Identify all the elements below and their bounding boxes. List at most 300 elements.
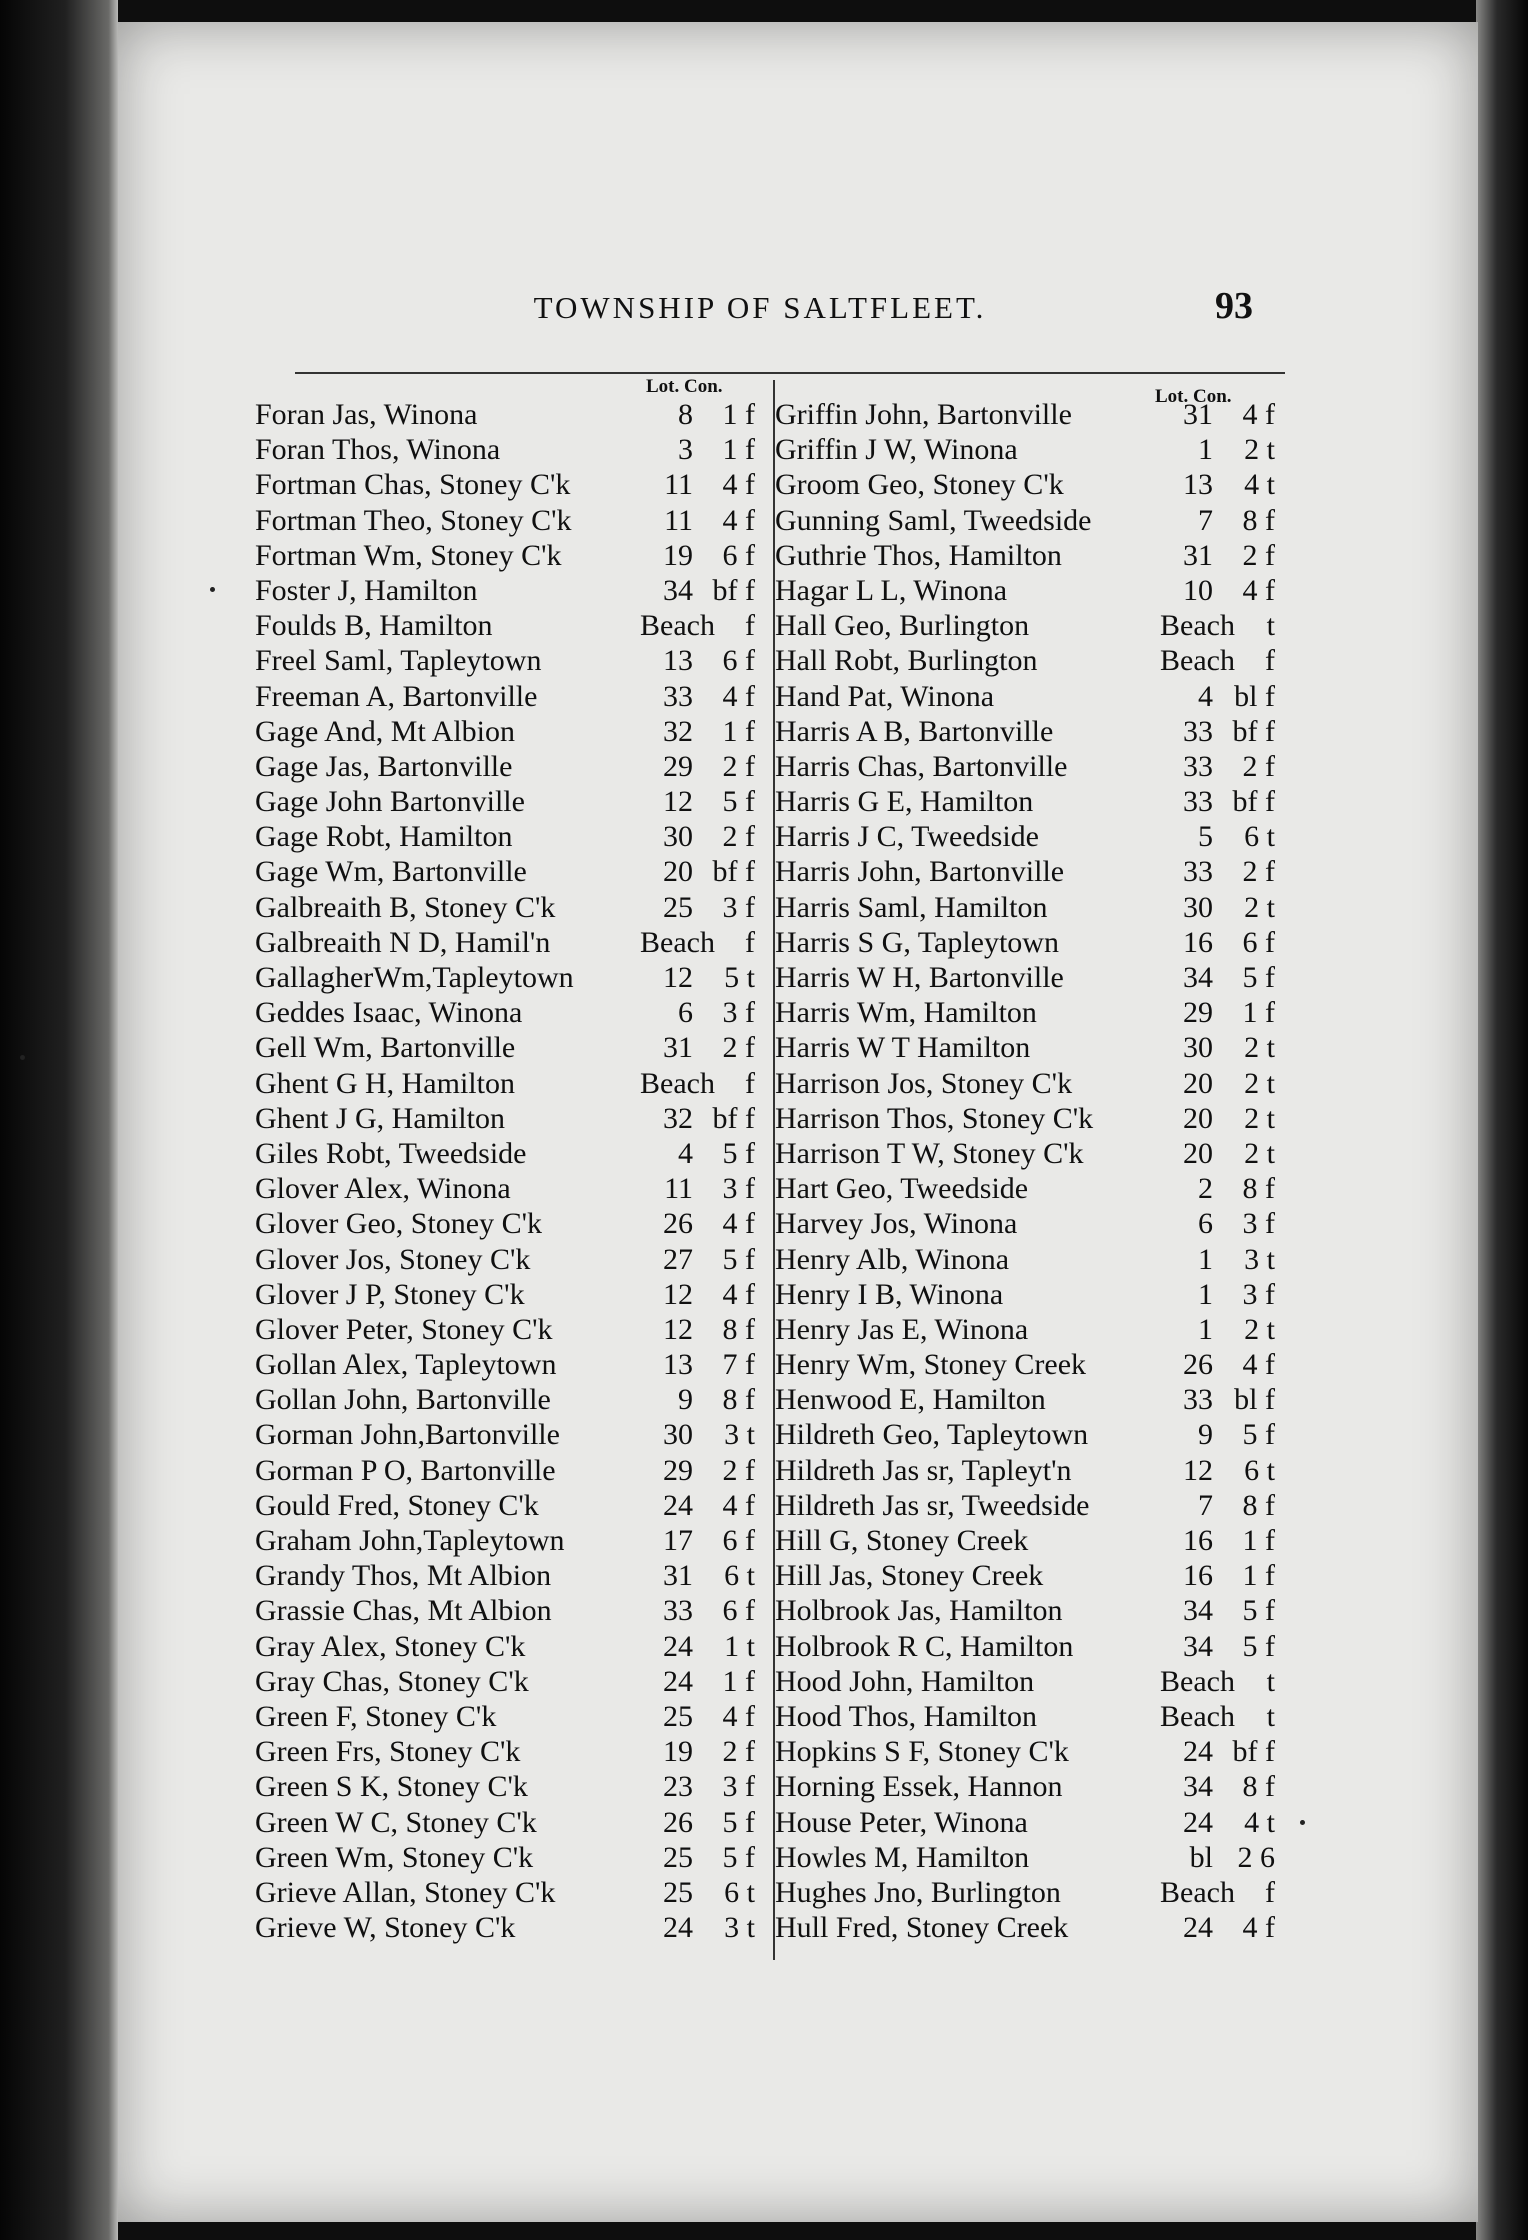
lot-number: 34 — [1183, 1770, 1213, 1804]
resident-name: Hildreth Jas sr, Tapleyt'n — [775, 1453, 1072, 1487]
lot-number: 33 — [663, 679, 693, 713]
resident-name: Grieve W, Stoney C'k — [255, 1911, 516, 1945]
lot-number: 11 — [664, 468, 693, 502]
resident-name: Galbreaith B, Stoney C'k — [255, 890, 556, 924]
lot-number: 34 — [663, 573, 693, 607]
resident-name: Harris Wm, Hamilton — [775, 996, 1037, 1030]
concession: 2 f — [1242, 749, 1275, 783]
concession: 2 f — [722, 820, 755, 854]
lot-number: 20 — [1183, 1066, 1213, 1100]
lot-number: 30 — [1183, 890, 1213, 924]
lot-number: 32 — [663, 714, 693, 748]
directory-entry — [255, 609, 755, 644]
lot-number: 25 — [663, 1840, 693, 1874]
directory-entry — [255, 1559, 755, 1594]
resident-name: Horning Essek, Hannon — [775, 1770, 1063, 1804]
lot-number: 12 — [663, 961, 693, 994]
directory-entry — [255, 398, 755, 433]
lot-number: 1 — [1198, 1242, 1213, 1276]
lot-number: Beach — [1160, 1875, 1235, 1909]
resident-name: Henry Alb, Winona — [775, 1242, 1010, 1276]
resident-name: Guthrie Thos, Hamilton — [775, 538, 1062, 572]
concession: 8 f — [1242, 1770, 1275, 1804]
lot-number: 8 — [678, 398, 693, 431]
directory-entry — [255, 996, 755, 1031]
directory-entry — [255, 1841, 755, 1876]
concession: 2 6 — [1237, 1840, 1275, 1874]
directory-entry — [775, 1841, 1275, 1876]
page-edge-shadow — [1476, 0, 1528, 2240]
concession: 2 f — [722, 749, 755, 783]
resident-name: Green Wm, Stoney C'k — [255, 1840, 534, 1874]
concession: 3 t — [724, 1911, 755, 1945]
directory-entry — [775, 996, 1275, 1031]
resident-name: Hood Thos, Hamilton — [775, 1699, 1037, 1733]
lot-number: 11 — [664, 1172, 693, 1206]
concession: 4 f — [722, 1699, 755, 1733]
lot-number: 23 — [663, 1770, 693, 1804]
lot-number: 33 — [1183, 855, 1213, 889]
resident-name: Hagar L L, Winona — [775, 573, 1008, 607]
resident-name: Holbrook R C, Hamilton — [775, 1629, 1074, 1663]
resident-name: Hopkins S F, Stoney C'k — [775, 1735, 1069, 1769]
concession: bf f — [1232, 785, 1275, 819]
resident-name: Foster J, Hamilton — [255, 573, 478, 607]
concession: 1 t — [724, 1629, 755, 1663]
concession: bl f — [1234, 1383, 1275, 1417]
directory-entry — [775, 715, 1275, 750]
resident-name: Foran Thos, Winona — [255, 433, 501, 467]
resident-name: Gage And, Mt Albion — [255, 714, 515, 748]
resident-name: Harris Chas, Bartonville — [775, 749, 1068, 783]
running-head: TOWNSHIP OF SALTFLEET. — [533, 290, 987, 325]
directory-entry — [775, 1418, 1275, 1453]
directory-entry — [775, 1735, 1275, 1770]
lot-number: 1 — [1198, 1277, 1213, 1311]
resident-name: Harris John, Bartonville — [775, 855, 1065, 889]
lot-number: 31 — [663, 1559, 693, 1593]
concession: f — [745, 609, 755, 643]
lot-number: 16 — [1183, 1559, 1213, 1593]
lot-number: 31 — [663, 1031, 693, 1065]
concession: 6 f — [722, 1524, 755, 1557]
directory-entry — [775, 398, 1275, 433]
lot-number: 30 — [1183, 1031, 1213, 1065]
resident-name: Harris W T Hamilton — [775, 1031, 1031, 1065]
lot-number: 26 — [1183, 1348, 1213, 1382]
directory-entry — [775, 1243, 1275, 1278]
directory-entry — [775, 1911, 1275, 1946]
directory-entry — [255, 644, 755, 679]
resident-name: Galbreaith N D, Hamil'n — [255, 925, 551, 959]
lot-number: 6 — [678, 996, 693, 1030]
directory-entry — [775, 539, 1275, 574]
concession: 5 f — [1242, 961, 1275, 994]
lot-number: 2 — [1198, 1172, 1213, 1206]
directory-entry — [255, 1489, 755, 1524]
right-column-header: Lot. Con. — [1155, 386, 1232, 407]
concession: 3 t — [1244, 1242, 1275, 1276]
lot-number: Beach — [1160, 1664, 1235, 1698]
ink-speck — [20, 1055, 25, 1060]
resident-name: Harris A B, Bartonville — [775, 714, 1054, 748]
concession: 8 f — [722, 1312, 755, 1346]
resident-name: Hill Jas, Stoney Creek — [775, 1559, 1044, 1593]
resident-name: Griffin John, Bartonville — [775, 398, 1072, 431]
directory-entry — [775, 680, 1275, 715]
directory-entry — [255, 1665, 755, 1700]
lot-number: 26 — [663, 1207, 693, 1241]
directory-entry — [255, 1876, 755, 1911]
lot-number: 24 — [663, 1488, 693, 1522]
directory-entry — [255, 1207, 755, 1242]
directory-entry — [255, 1735, 755, 1770]
concession: 3 f — [1242, 1207, 1275, 1241]
resident-name: Hill G, Stoney Creek — [775, 1524, 1029, 1557]
resident-name: Holbrook Jas, Hamilton — [775, 1594, 1063, 1628]
resident-name: Harvey Jos, Winona — [775, 1207, 1018, 1241]
directory-entry — [255, 433, 755, 468]
directory-entry — [255, 539, 755, 574]
directory-entry — [775, 609, 1275, 644]
concession: bf f — [1232, 1735, 1275, 1769]
lot-number: 29 — [663, 749, 693, 783]
lot-number: Beach — [1160, 609, 1235, 643]
concession: 4 t — [1244, 1805, 1275, 1839]
directory-entry — [255, 1278, 755, 1313]
directory-entry — [775, 1454, 1275, 1489]
lot-number: 34 — [1183, 1629, 1213, 1663]
lot-number: 1 — [1198, 1312, 1213, 1346]
lot-number: 17 — [663, 1524, 693, 1557]
lot-number: 31 — [1183, 398, 1213, 431]
concession: 2 f — [1242, 538, 1275, 572]
lot-number: 20 — [1183, 1136, 1213, 1170]
resident-name: Gage John Bartonville — [255, 785, 525, 819]
concession: 1 f — [1242, 1524, 1275, 1557]
lot-number: 20 — [1183, 1101, 1213, 1135]
lot-number: 12 — [663, 785, 693, 819]
lot-number: 7 — [1198, 503, 1213, 537]
directory-entry — [775, 820, 1275, 855]
directory-entry — [775, 1559, 1275, 1594]
lot-number: 24 — [663, 1629, 693, 1663]
concession: 5 f — [1242, 1594, 1275, 1628]
directory-entry — [775, 1594, 1275, 1629]
directory-entry — [775, 1137, 1275, 1172]
directory-entry — [255, 1243, 755, 1278]
resident-name: Hildreth Geo, Tapleytown — [775, 1418, 1089, 1452]
concession: 5 f — [1242, 1629, 1275, 1663]
directory-entry — [775, 1313, 1275, 1348]
concession: 4 f — [722, 679, 755, 713]
concession: 4 f — [722, 1488, 755, 1522]
ink-speck — [1300, 1820, 1305, 1825]
directory-entry — [775, 1524, 1275, 1559]
directory-entry — [775, 433, 1275, 468]
lot-number: 24 — [1183, 1911, 1213, 1945]
lot-number: 7 — [1198, 1488, 1213, 1522]
directory-entry — [255, 1770, 755, 1805]
resident-name: Gollan Alex, Tapleytown — [255, 1348, 557, 1382]
concession: t — [1266, 1664, 1275, 1698]
directory-entry — [775, 1383, 1275, 1418]
lot-number: Beach — [640, 1066, 715, 1100]
directory-entry — [255, 1348, 755, 1383]
resident-name: Howles M, Hamilton — [775, 1840, 1030, 1874]
resident-name: Fortman Wm, Stoney C'k — [255, 538, 562, 572]
lot-number: 33 — [1183, 1383, 1213, 1417]
concession: 4 f — [722, 503, 755, 537]
directory-entry — [775, 1489, 1275, 1524]
lot-number: 24 — [663, 1911, 693, 1945]
lot-number: 34 — [1183, 1594, 1213, 1628]
concession: 4 t — [1244, 468, 1275, 502]
directory-entry — [255, 680, 755, 715]
directory-entry — [775, 1067, 1275, 1102]
resident-name: Hall Geo, Burlington — [775, 609, 1030, 643]
lot-number: 30 — [663, 820, 693, 854]
lot-number: 4 — [678, 1136, 693, 1170]
concession: t — [1266, 1699, 1275, 1733]
concession: 5 f — [1242, 1418, 1275, 1452]
concession: 2 t — [1244, 1101, 1275, 1135]
lot-number: 12 — [663, 1312, 693, 1346]
directory-entry — [255, 855, 755, 890]
directory-entry — [255, 1911, 755, 1946]
concession: 3 f — [722, 996, 755, 1030]
resident-name: Gage Wm, Bartonville — [255, 855, 527, 889]
lot-number: 30 — [663, 1418, 693, 1452]
concession: 1 f — [1242, 1559, 1275, 1593]
resident-name: Gray Chas, Stoney C'k — [255, 1664, 529, 1698]
directory-entry — [775, 1770, 1275, 1805]
lot-number: Beach — [640, 609, 715, 643]
lot-number: 20 — [663, 855, 693, 889]
resident-name: Hughes Jno, Burlington — [775, 1875, 1061, 1909]
ink-speck — [210, 587, 215, 592]
lot-number: Beach — [1160, 1699, 1235, 1733]
concession: 3 f — [722, 890, 755, 924]
concession: 3 f — [722, 1172, 755, 1206]
concession: 8 f — [1242, 1172, 1275, 1206]
resident-name: Fortman Theo, Stoney C'k — [255, 503, 572, 537]
resident-name: Gage Robt, Hamilton — [255, 820, 513, 854]
concession: 6 f — [722, 1594, 755, 1628]
concession: 4 f — [1242, 573, 1275, 607]
resident-name: Glover J P, Stoney C'k — [255, 1277, 525, 1311]
resident-name: Ghent G H, Hamilton — [255, 1066, 515, 1100]
directory-entry — [255, 1102, 755, 1137]
resident-name: Hildreth Jas sr, Tweedside — [775, 1488, 1090, 1522]
resident-name: Griffin J W, Winona — [775, 433, 1018, 467]
concession: bf f — [712, 1101, 755, 1135]
directory-entry — [775, 644, 1275, 679]
directory-entry — [255, 785, 755, 820]
directory-entry — [775, 1278, 1275, 1313]
lot-number: 33 — [1183, 785, 1213, 819]
directory-entry — [775, 504, 1275, 539]
lot-number: 25 — [663, 890, 693, 924]
concession: 5 f — [722, 785, 755, 819]
lot-number: 5 — [1198, 820, 1213, 854]
concession: 2 f — [722, 1031, 755, 1065]
concession: 4 f — [722, 1207, 755, 1241]
directory-entry — [255, 468, 755, 503]
directory-entry — [255, 1137, 755, 1172]
resident-name: Harris G E, Hamilton — [775, 785, 1034, 819]
resident-name: Grassie Chas, Mt Albion — [255, 1594, 552, 1628]
lot-number: 3 — [678, 433, 693, 467]
concession: 4 f — [1242, 1911, 1275, 1945]
lot-number: 9 — [678, 1383, 693, 1417]
concession: f — [1265, 644, 1275, 678]
directory-entry — [255, 891, 755, 926]
directory-entry — [775, 961, 1275, 996]
directory-entry — [255, 750, 755, 785]
concession: f — [1265, 1875, 1275, 1909]
directory-entry — [775, 1876, 1275, 1911]
concession: 4 f — [722, 468, 755, 502]
resident-name: Groom Geo, Stoney C'k — [775, 468, 1064, 502]
concession: 6 f — [1242, 925, 1275, 959]
concession: 6 f — [722, 538, 755, 572]
lot-number: 33 — [1183, 749, 1213, 783]
directory-entry — [255, 1594, 755, 1629]
resident-name: Freel Saml, Tapleytown — [255, 644, 542, 678]
resident-name: Hull Fred, Stoney Creek — [775, 1911, 1069, 1945]
resident-name: Hand Pat, Winona — [775, 679, 995, 713]
concession: 6 t — [724, 1875, 755, 1909]
concession: 3 f — [722, 1770, 755, 1804]
lot-number: 12 — [663, 1277, 693, 1311]
directory-entry — [255, 1806, 755, 1841]
lot-number: 29 — [1183, 996, 1213, 1030]
lot-number: 13 — [663, 1348, 693, 1382]
concession: 2 f — [722, 1735, 755, 1769]
concession: 1 f — [722, 1664, 755, 1698]
lot-number: bl — [1189, 1840, 1213, 1874]
directory-entry — [255, 1454, 755, 1489]
resident-name: Harris W H, Bartonville — [775, 961, 1064, 994]
concession: 6 f — [722, 644, 755, 678]
resident-name: Harrison Jos, Stoney C'k — [775, 1066, 1073, 1100]
resident-name: Harrison T W, Stoney C'k — [775, 1136, 1084, 1170]
directory-entry — [775, 1630, 1275, 1665]
resident-name: Glover Alex, Winona — [255, 1172, 511, 1206]
concession: bf f — [1232, 714, 1275, 748]
resident-name: Glover Jos, Stoney C'k — [255, 1242, 531, 1276]
lot-number: 34 — [1183, 961, 1213, 994]
resident-name: Hood John, Hamilton — [775, 1664, 1035, 1698]
lot-number: 19 — [663, 538, 693, 572]
directory-entry — [775, 1102, 1275, 1137]
lot-number: 33 — [663, 1594, 693, 1628]
directory-entry — [775, 1665, 1275, 1700]
resident-name: Green Frs, Stoney C'k — [255, 1735, 521, 1769]
lot-number: 29 — [663, 1453, 693, 1487]
lot-number: Beach — [640, 925, 715, 959]
resident-name: Grieve Allan, Stoney C'k — [255, 1875, 556, 1909]
directory-entry — [775, 855, 1275, 890]
resident-name: Glover Peter, Stoney C'k — [255, 1312, 553, 1346]
concession: bf f — [712, 573, 755, 607]
directory-entry — [255, 504, 755, 539]
lot-number: 13 — [1183, 468, 1213, 502]
resident-name: Harris Saml, Hamilton — [775, 890, 1048, 924]
left-column-header: Lot. Con. — [646, 376, 723, 397]
lot-number: 24 — [1183, 1805, 1213, 1839]
concession: 2 t — [1244, 1066, 1275, 1100]
resident-name: Geddes Isaac, Winona — [255, 996, 523, 1030]
resident-name: Foulds B, Hamilton — [255, 609, 493, 643]
lot-number: 33 — [1183, 714, 1213, 748]
directory-entry — [775, 1700, 1275, 1735]
concession: 2 t — [1244, 1312, 1275, 1346]
resident-name: Green S K, Stoney C'k — [255, 1770, 528, 1804]
directory-entry — [255, 574, 755, 609]
resident-name: Gage Jas, Bartonville — [255, 749, 513, 783]
resident-name: Henwood E, Hamilton — [775, 1383, 1046, 1417]
lot-number: 10 — [1183, 573, 1213, 607]
directory-entry — [255, 715, 755, 750]
resident-name: Glover Geo, Stoney C'k — [255, 1207, 543, 1241]
concession: 8 f — [722, 1383, 755, 1417]
directory-entry — [255, 1418, 755, 1453]
concession: 2 t — [1244, 890, 1275, 924]
directory-entry — [775, 750, 1275, 785]
concession: 1 f — [722, 398, 755, 431]
resident-name: Henry I B, Winona — [775, 1277, 1004, 1311]
lot-number: 6 — [1198, 1207, 1213, 1241]
resident-name: Foran Jas, Winona — [255, 398, 478, 431]
resident-name: Gorman John,Bartonville — [255, 1418, 560, 1452]
resident-name: Giles Robt, Tweedside — [255, 1136, 527, 1170]
resident-name: Gray Alex, Stoney C'k — [255, 1629, 526, 1663]
directory-entry — [775, 1207, 1275, 1242]
lot-number: 1 — [1198, 433, 1213, 467]
concession: 6 t — [724, 1559, 755, 1593]
resident-name: Gunning Saml, Tweedside — [775, 503, 1092, 537]
concession: 4 f — [722, 1277, 755, 1311]
resident-name: Gorman P O, Bartonville — [255, 1453, 556, 1487]
lot-number: 16 — [1183, 925, 1213, 959]
directory-entry — [255, 1630, 755, 1665]
resident-name: GallagherWm,Tapleytown — [255, 961, 574, 994]
concession: 7 f — [722, 1348, 755, 1382]
directory-entry — [255, 1383, 755, 1418]
concession: 6 t — [1244, 1453, 1275, 1487]
lot-number: 24 — [1183, 1735, 1213, 1769]
resident-name: Green W C, Stoney C'k — [255, 1805, 537, 1839]
directory-entry — [255, 926, 755, 961]
resident-name: Harris S G, Tapleytown — [775, 925, 1059, 959]
resident-name: Fortman Chas, Stoney C'k — [255, 468, 571, 502]
concession: 8 f — [1242, 503, 1275, 537]
concession: 2 t — [1244, 1031, 1275, 1065]
directory-entry — [775, 1806, 1275, 1841]
directory-entry — [775, 1031, 1275, 1066]
concession: 5 f — [722, 1805, 755, 1839]
directory-entry — [255, 1067, 755, 1102]
directory-entry — [255, 961, 755, 996]
resident-name: Green F, Stoney C'k — [255, 1699, 497, 1733]
directory-entry — [255, 1313, 755, 1348]
directory-entry — [775, 468, 1275, 503]
lot-number: 11 — [664, 503, 693, 537]
lot-number: 25 — [663, 1875, 693, 1909]
concession: 8 f — [1242, 1488, 1275, 1522]
